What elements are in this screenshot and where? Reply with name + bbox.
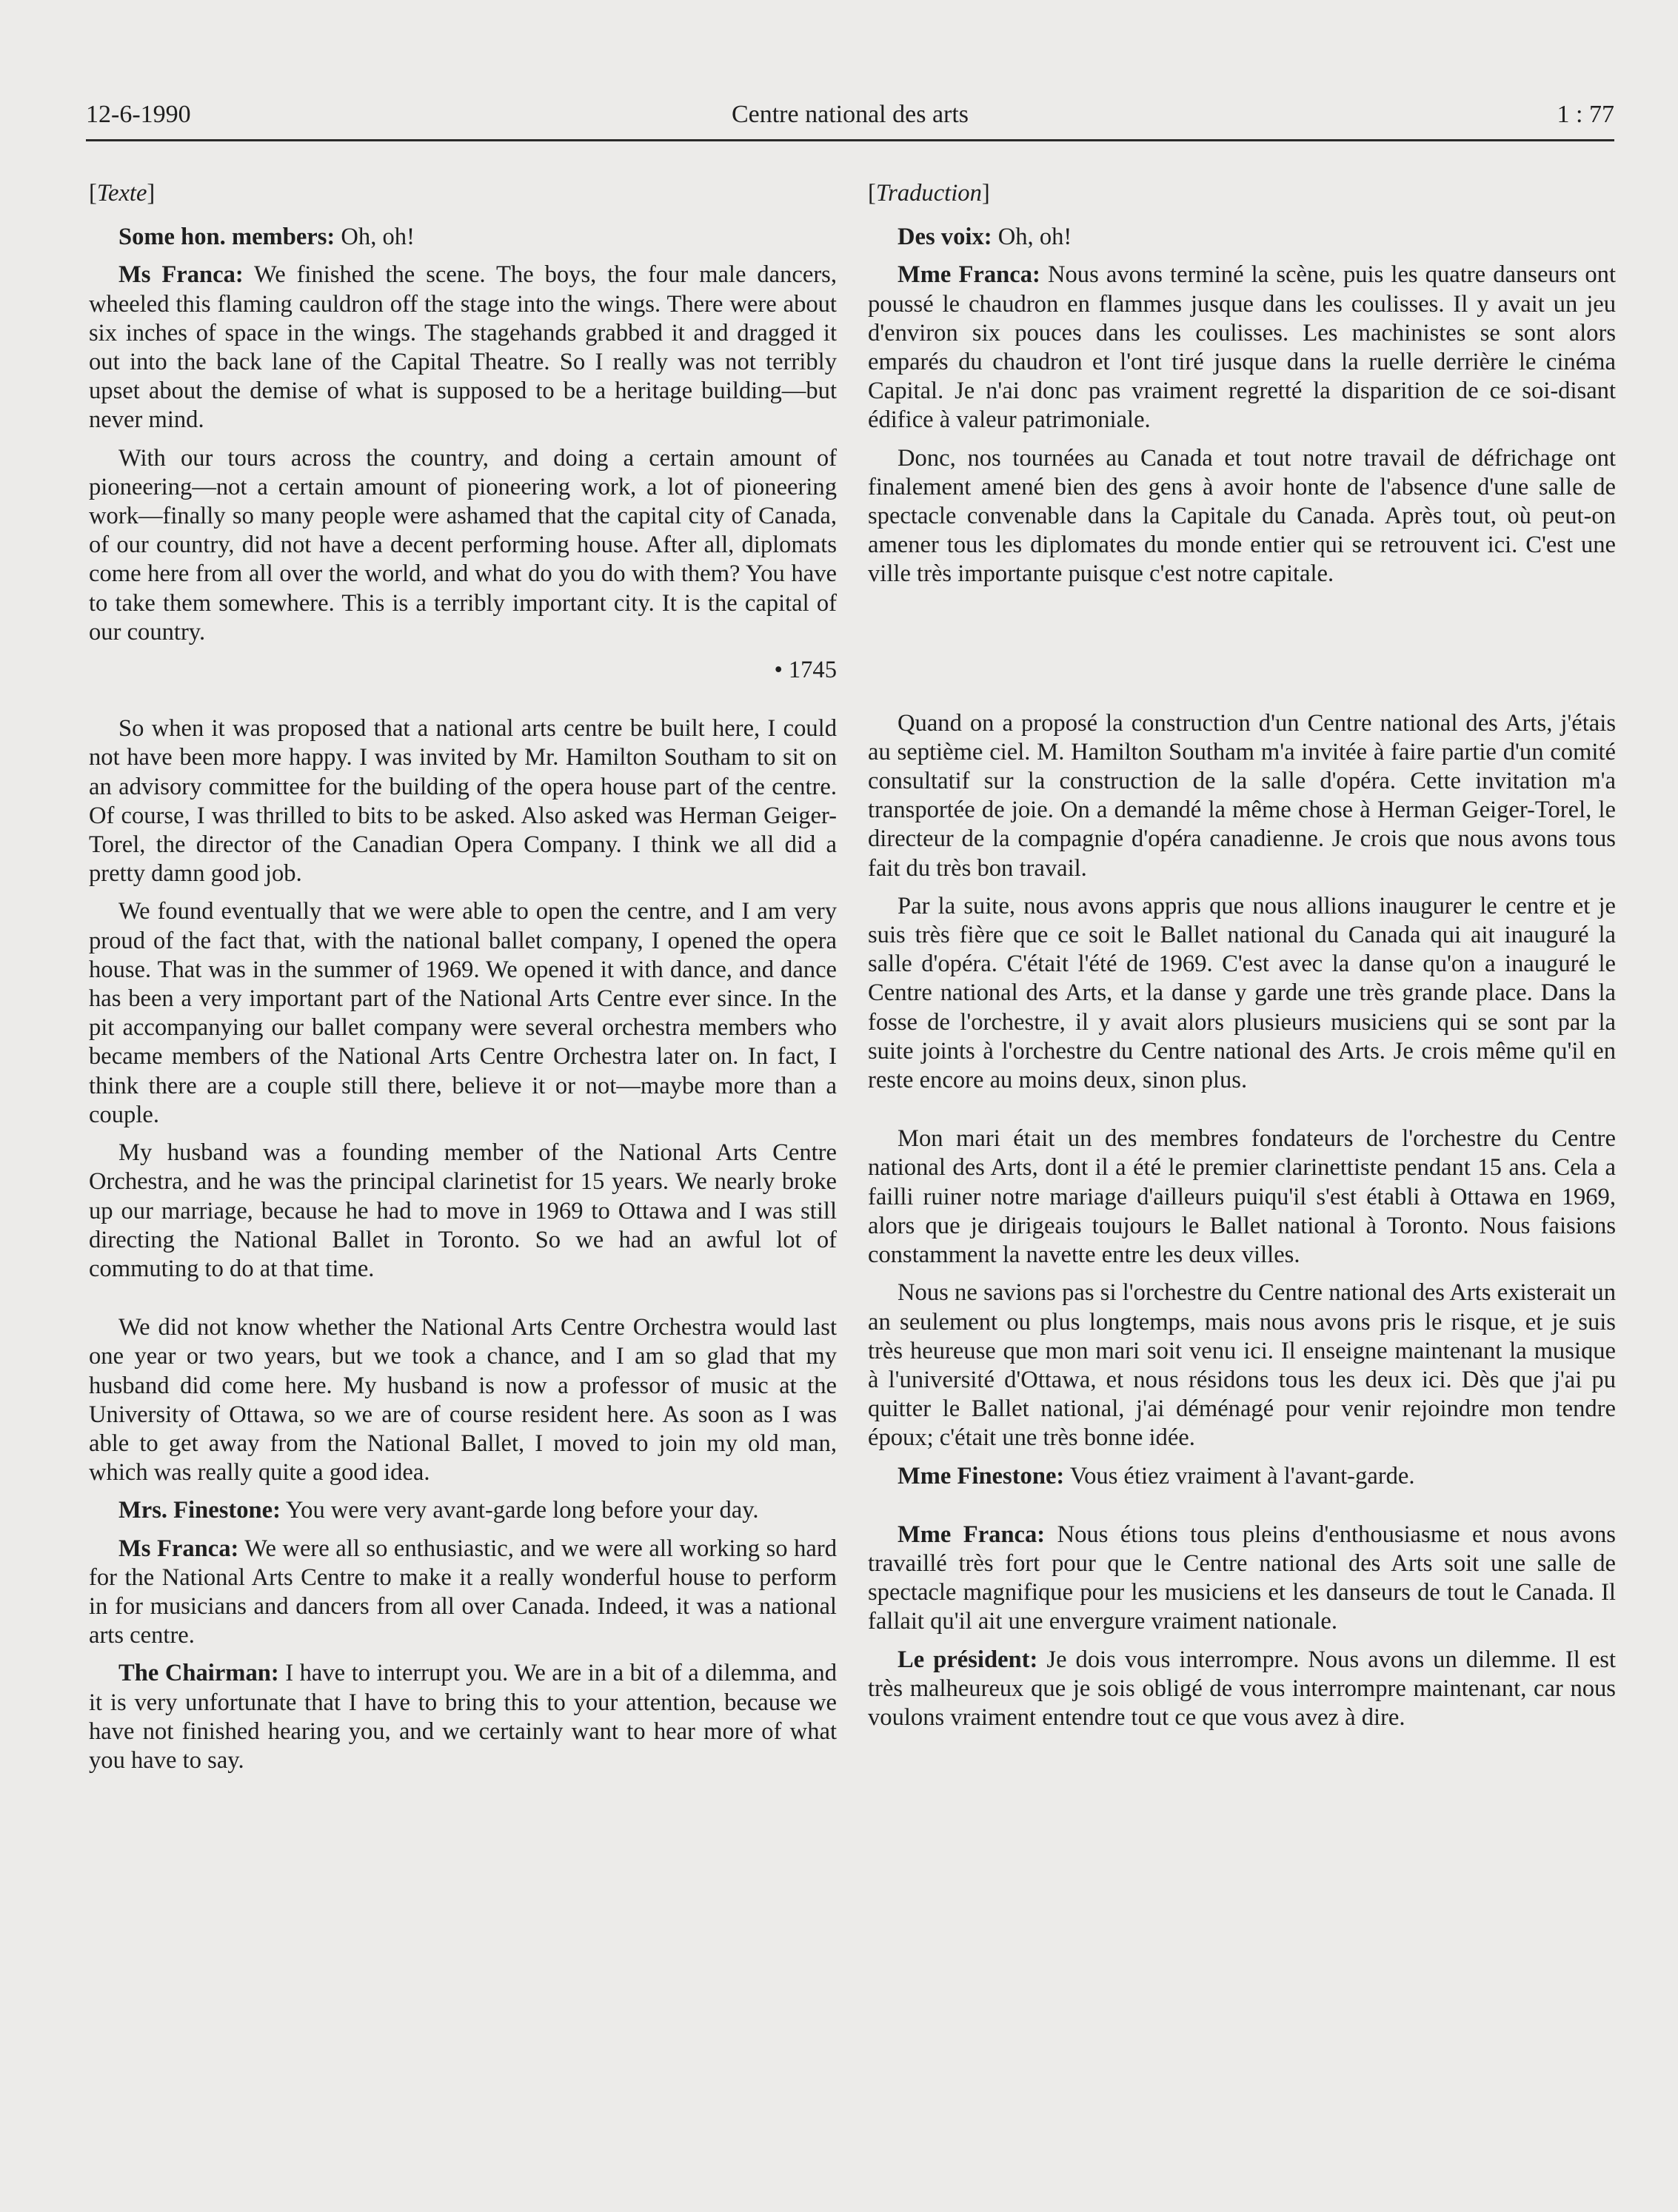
paragraph (868, 1462, 1616, 1491)
paragraph: Donc, nos tournées au Canada et tout notre travail de défrichage ont finalement amené bien des gens à avoir honte de l'absence d'une salle de spectacle convenable dans la Capitale du Canada. Après tout, où peut-on amener tous les diplomates du monde entier qui se retrouvent ici. C'est une ville très importante puisque c'est notre capitale. (868, 444, 1616, 588)
paragraph (868, 1646, 1616, 1733)
speech-text: We were all so enthusiastic, and we were all working so hard for the National Arts Centre to make it a really wonderful house to perform in for musicians and dancers from all over Canada. Indeed, it was a national arts centre. (89, 1535, 838, 1649)
paragraph (89, 1535, 837, 1651)
speaker-name: Le président: (898, 1646, 1038, 1673)
speaker-name: Ms Franca: (118, 1535, 239, 1562)
paragraph (89, 1496, 837, 1525)
time-marker (89, 656, 837, 685)
paragraph: We did not know whether the National Arts Centre Orchestra would last one year or two years, but we took a chance, and I am so glad that my husband did come here. My husband is now a professor of music at the University of Ottawa, so we are of course resident here. As soon as I was able to get away from the National Ballet, I moved to join my old man, which was really quite a good idea. (89, 1314, 837, 1487)
speech-text: Vous étiez vraiment à l'avant-garde. (1064, 1462, 1415, 1489)
spacer (89, 1293, 837, 1313)
paragraph: Nous ne savions pas si l'orchestre du Centre national des Arts existerait un an seulement ou plus longtemps, mais nous avons pris le risque, et je suis très heureuse que mon mari soit venu ici. Il enseigne maintenant la musique à l'université d'Ottawa, et nous résidons tous les deux ici. Dès que j'ai pu quitter le Ballet national, j'ai déménagé pour venir rejoindre mon tendre époux; c'était une très bonne idée. (868, 1279, 1616, 1452)
paragraph (89, 223, 837, 252)
paragraph (89, 261, 837, 435)
time-value: 1745 (788, 657, 837, 684)
speech-text: Oh, oh! (335, 224, 415, 251)
paragraph: Mon mari était un des membres fondateurs de l'orchestre du Centre national des Arts, dont il a été le premier clarinettiste pendant 15 ans. Cela a failli ruiner notre mariage d'ailleurs puiqu'il s'est établi à Ottawa en 1969, alors que je dirigeais toujours le Ballet national à Toronto. Nous faisions constamment la navette entre les deux villes. (868, 1125, 1616, 1269)
speaker-name: The Chairman: (118, 1660, 279, 1687)
column-marker: [ Texte ] (89, 179, 837, 208)
paragraph (868, 223, 1616, 252)
speaker-name: Ms Franca: (118, 261, 244, 289)
english-column (89, 179, 837, 1784)
paragraph: Par la suite, nous avons appris que nous allions inaugurer le centre et je suis très fière que ce soit le Ballet national du Canada qui ait inauguré la salle d'opéra. C'était l'été de 1969. C'est avec la danse qu'on a inauguré le Centre national des Arts, et la danse y garde une très grande place. Dans la fosse de l'orchestre, il y avait alors plusieurs musiciens qui se sont par la suite joints à l'orchestre du Centre national des Arts. Je crois même qu'il en reste encore au moins deux, sinon plus. (868, 892, 1616, 1094)
french-column (868, 179, 1616, 1741)
page-header (86, 95, 1614, 141)
speech-text: Nous avons terminé la scène, puis les quatre danseurs ont poussé le chaudron en flammes jusque dans les coulisses. Il y avait un jeu d'environ six pouces dans les coulisses. Les machinistes se sont alors emparés du chaudron et l'ont tiré jusque dans la ruelle derrière le cinéma Capital. Je n'ai donc pas vraiment regretté la disparition de ce soi-disant édifice à valeur patrimoniale. (868, 261, 1616, 434)
spacer (868, 1104, 1616, 1125)
speech-text: I have to interrupt you. We are in a bit of a dilemma, and it is very unfortunate that I have to bring this to your attention, because we have not finished hearing you, and we certainly want to hear more of what you have to say. (89, 1660, 837, 1774)
speaker-name: Mme Franca: (898, 261, 1040, 289)
spacer (868, 1500, 1616, 1521)
speaker-name: Mrs. Finestone: (118, 1497, 281, 1524)
paragraph (868, 1521, 1616, 1637)
spacer (868, 598, 1616, 709)
header-date: 12-6-1990 (86, 101, 191, 128)
paragraph: With our tours across the country, and doing a certain amount of pioneering—not a certain amount of pioneering work, a lot of pioneering work—finally so many people were ashamed that the capital city of Canada, of our country, did not have a decent performing house. After all, diplomats come here from all over the world, and what do you do with them? You have to take them somewhere. This is a terribly important city. It is the capital of our country. (89, 444, 837, 646)
speech-text: Je dois vous interrompre. Nous avons un dilemme. Il est très malheureux que je sois obligé de vous interrompre maintenant, car nous voulons vraiment entendre tout ce que vous avez à dire. (868, 1646, 1617, 1731)
speaker-name: Des voix: (898, 224, 992, 251)
paragraph: We found eventually that we were able to open the centre, and I am very proud of the fact that, with the national ballet company, I opened the opera house. That was in the summer of 1969. We opened it with dance, and dance has been a very important part of the National Arts Centre ever since. In the pit accompanying our ballet company were several orchestra members who became members of the National Arts Centre Orchestra later on. In fact, I think there are a couple still there, believe it or not—maybe more than a couple. (89, 898, 837, 1128)
speech-text: You were very avant-garde long before your day. (280, 1497, 759, 1524)
paragraph (868, 261, 1616, 435)
header-title: Centre national des arts (731, 101, 969, 128)
speech-text: Oh, oh! (992, 224, 1072, 251)
paragraph: My husband was a founding member of the National Arts Centre Orchestra, and he was the principal clarinetist for 15 years. We nearly broke up our marriage, because he had to move in 1969 to Ottawa and I was still directing the National Ballet in Toronto. So we had an awful lot of commuting to do at that time. (89, 1139, 837, 1282)
speech-text: Nous étions tous pleins d'enthousiasme et nous avons travaillé très fort pour que le Centre national des Arts soit une salle de spectacle magnifique pour les musiciens et les danseurs de tout le Canada. Il fallait qu'il ait une envergure vraiment nationale. (868, 1521, 1616, 1635)
paragraph (89, 1659, 837, 1775)
paragraph: Quand on a proposé la construction d'un Centre national des Arts, j'étais au septième ciel. M. Hamilton Southam m'a invitée à faire partie d'un comité consultatif sur la construction de la salle d'opéra. Cette invitation m'a transportée de joie. On a demandé la même chose à Herman Geiger-Torel, le directeur de la compagnie d'opéra canadienne. Je crois que nous avons tous fait du très bon travail. (868, 709, 1616, 882)
speech-text: We finished the scene. The boys, the four male dancers, wheeled this flaming cauldron off the stage into the wings. There were about six inches of space in the wings. The stagehands grabbed it and dragged it out into the back lane of the Capital Theatre. So I really was not terribly upset about the demise of what is supposed to be a heritage building—but never mind. (89, 261, 837, 434)
bullet-icon: • (774, 657, 783, 684)
paragraph: So when it was proposed that a national arts centre be built here, I could not have been more happy. I was invited by Mr. Hamilton Southam to sit on an advisory committee for the building of the opera house part of the centre. Of course, I was thrilled to bits to be asked. Also asked was Herman Geiger-Torel, the director of the Canadian Opera Company. I think we all did a pretty damn good job. (89, 715, 837, 888)
speaker-name: Mme Franca: (898, 1521, 1046, 1548)
spacer (89, 694, 837, 714)
column-marker: [ Traduction ] (868, 179, 1616, 208)
speaker-name: Some hon. members: (118, 224, 335, 251)
speaker-name: Mme Finestone: (898, 1462, 1065, 1489)
header-page-number: 1 : 77 (1557, 101, 1614, 128)
